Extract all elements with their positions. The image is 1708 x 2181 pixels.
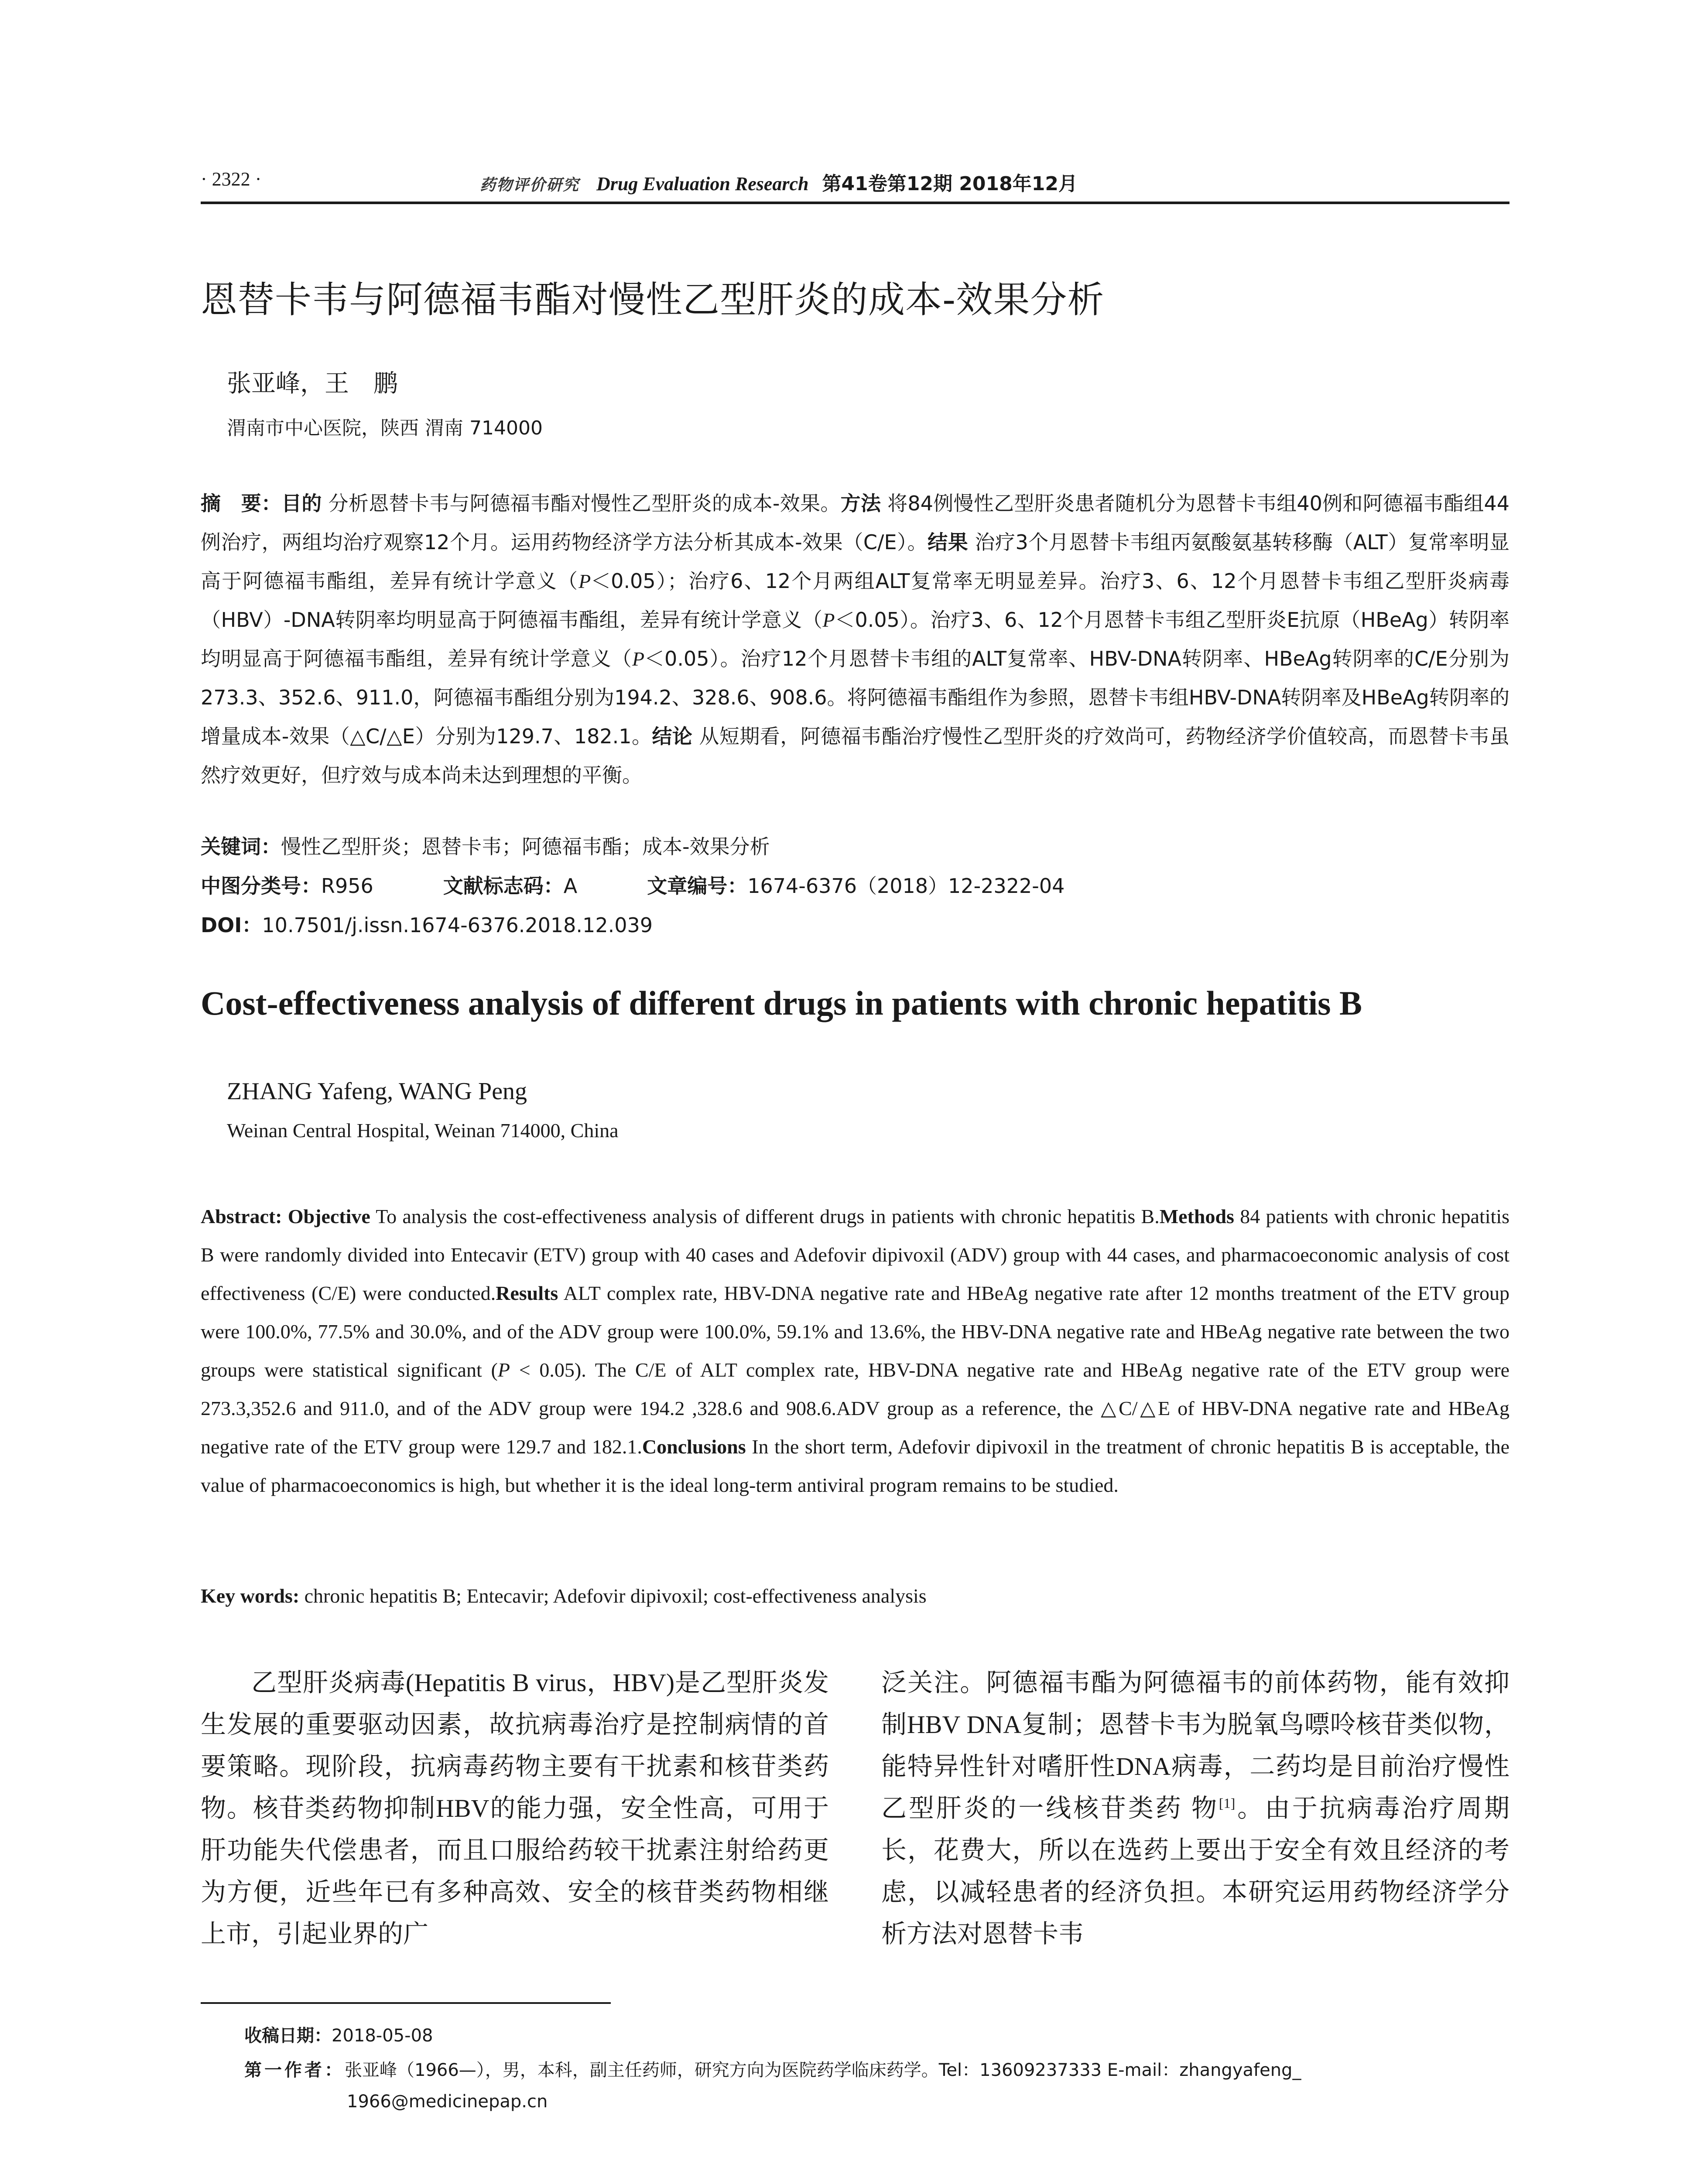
reference-marker[interactable]: [1] xyxy=(1219,1795,1236,1811)
objective-label-en: Objective xyxy=(288,1205,370,1227)
objective-text-en: To analysis the cost-effectiveness analysis of different drugs in patients with chronic hepatitis B. xyxy=(370,1205,1160,1227)
results-text-cn-4: ＜0.05）。治疗12个月恩替卡韦组的ALT复常率、HBV-DNA转阴率、HBeAg转阴率的C/E分别为273.3、352.6、911.0，阿德福韦酯组分别为194.2、328.6、908.6。将阿德福韦酯组作为参照，恩替卡韦组HBV-DNA转阴率及HBeAg转阴率的增量成本-效果（△C/△E）分别为129.7、182.1。 xyxy=(201,647,1510,748)
running-header xyxy=(201,168,1509,203)
received-label: 收稿日期： xyxy=(244,2026,332,2046)
results-text-cn-2: ＜0.05）；治疗6、12个月两组ALT复常率无明显差异。治疗3、6、12个月恩替卡韦组乙型肝炎病毒（HBV）-DNA转阴率均明显高于阿德福韦酯组，差异有统计学意义（ xyxy=(201,569,1510,632)
title-chinese: 恩替卡韦与阿德福韦酯对慢性乙型肝炎的成本-效果分析 xyxy=(201,278,1105,321)
affiliation-chinese: 渭南市中心医院，陕西 渭南 714000 xyxy=(227,417,543,439)
keywords-en-text: chronic hepatitis B; Entecavir; Adefovir dipivoxil; cost-effectiveness analysis xyxy=(299,1585,927,1607)
keywords-english xyxy=(201,1584,927,1607)
results-text-en-1: ALT complex rate, HBV-DNA negative rate and HBeAg negative rate after 12 months treatment of the ETV group were 100.0%, 77.5% and 30.0%, and of the ADV group were 100.0%, 59.1% and 13.6%, the HBV-DNA negative rate and HBeAg negative rate between the two groups were statistical significant ( xyxy=(201,1282,1509,1381)
keywords-en-label: Key words: xyxy=(201,1585,300,1607)
results-text-cn-1: 治疗3个月恩替卡韦组丙氨酸氨基转移酶（ALT）复常率明显高于阿德福韦酯组，差异有统计学意义（ xyxy=(201,530,1509,593)
methods-text-cn: 将84例慢性乙型肝炎患者随机分为恩替卡韦组40例和阿德福韦酯组44例治疗，两组均治疗观察12个月。运用药物经济学方法分析其成本-效果（C/E）。 xyxy=(201,492,1510,554)
footnote-rule xyxy=(201,2002,611,2004)
clc-label: 中图分类号： xyxy=(201,874,321,898)
results-label-en: Results xyxy=(496,1282,558,1304)
abstract-english xyxy=(201,1197,1509,1504)
abstract-en-label: Abstract: xyxy=(201,1205,282,1227)
methods-text-en: 84 patients with chronic hepatitis B were randomly divided into Entecavir (ETV) group with 40 cases and Adefovir dipivoxil (ADV) group with 44 cases, and pharmacoeconomic analysis of cost effectiveness (C/E) were conducted. xyxy=(201,1205,1509,1304)
abstract-cn-label: 摘 要： xyxy=(201,492,282,515)
results-text-en-2: < 0.05). The C/E of ALT complex rate, HBV-DNA negative rate and HBeAg negative rate of the ETV group were 273.3,352.6 and 911.0, and of the ADV group were 194.2 ,328.6 and 908.6.ADV group as a reference, the △C/△E of HBV-DNA negative rate and HBeAg negative rate of the ETV group were 129.7 and 182.1. xyxy=(201,1359,1509,1458)
first-author-text: 张亚峰（1966—），男，本科，副主任药师，研究方向为医院药学临床药学。Tel：13609237333 E-mail：zhangyafeng_ xyxy=(345,2060,1301,2080)
conclusions-text-en: In the short term, Adefovir dipivoxil in the treatment of chronic hepatitis B is acceptable, the value of pharmacoeconomics is high, but whether it is the ideal long-term antiviral program remains to be studied. xyxy=(201,1436,1510,1496)
classification-line xyxy=(201,870,1065,899)
methods-label-cn: 方法 xyxy=(840,492,881,515)
body-text: 。由于抗病毒治疗周期长，花费大，所以在选药上要出于安全有效且经济的考虑，以减轻患者的经济负担。本研究运用药物经济学分析方法对恩替卡韦 xyxy=(881,1794,1509,1948)
results-label-cn: 结果 xyxy=(928,530,969,554)
p-symbol: P xyxy=(497,1359,510,1381)
doc-code-label: 文献标志码： xyxy=(443,874,564,898)
received-date xyxy=(244,2022,433,2047)
p-symbol: P xyxy=(632,648,645,670)
body-paragraph: 乙型肝炎病毒(Hepatitis B virus，HBV)是乙型肝炎发生发展的重要驱动因素，故抗病毒治疗是控制病情的首要策略。现阶段，抗病毒药物主要有干扰素和核苷类药物。核苷类药物抑制HBV的能力强，安全性高，可用于肝功能失代偿患者，而且口服给药较干扰素注射给药更为方便，近些年已有多种高效、安全的核苷类药物相继上市，引起业界的广 xyxy=(201,1668,829,1948)
body-paragraph-continued xyxy=(881,1662,1509,1955)
conclusion-text-cn: 从短期看，阿德福韦酯治疗慢性乙型肝炎的疗效尚可，药物经济学价值较高，而恩替卡韦虽然疗效更好，但疗效与成本尚未达到理想的平衡。 xyxy=(201,725,1510,787)
conclusion-label-cn: 结论 xyxy=(652,725,693,748)
keywords-cn-text: 慢性乙型肝炎；恩替卡韦；阿德福韦酯；成本-效果分析 xyxy=(281,835,770,858)
methods-label-en: Methods xyxy=(1159,1205,1234,1227)
journal-name: Drug Evaluation Research xyxy=(596,173,809,195)
doi-label: DOI： xyxy=(201,913,262,937)
keywords-cn-label: 关键词： xyxy=(201,835,281,858)
doi-line xyxy=(201,909,653,938)
title-english: Cost-effectiveness analysis of different drugs in patients with chronic hepatitis B xyxy=(201,984,1362,1022)
affiliation-english: Weinan Central Hospital, Weinan 714000, China xyxy=(227,1119,619,1142)
authors-english: ZHANG Yafeng, WANG Peng xyxy=(227,1078,527,1105)
body-left-column xyxy=(201,1662,829,1955)
abstract-chinese xyxy=(201,484,1509,795)
journal-issue: 第41卷第12期 2018年12月 xyxy=(822,173,1078,195)
header-rule xyxy=(201,202,1509,204)
article-number-label: 文章编号： xyxy=(647,874,748,898)
body-right-column xyxy=(881,1662,1509,1955)
authors-chinese: 张亚峰，王 鹏 xyxy=(227,369,398,398)
objective-label-cn: 目的 xyxy=(281,492,322,515)
results-text-cn-3: ＜0.05）。治疗3、6、12个月恩替卡韦组乙型肝炎E抗原（HBeAg）转阴率均明显高于阿德福韦酯组，差异有统计学意义（ xyxy=(201,608,1509,670)
p-symbol: P xyxy=(822,609,835,631)
first-author-note xyxy=(244,2055,1509,2117)
first-author-label: 第一作者： xyxy=(244,2060,345,2080)
conclusions-label-en: Conclusions xyxy=(642,1436,746,1458)
article-number-value: 1674-6376（2018）12-2322-04 xyxy=(747,874,1065,898)
p-symbol: P xyxy=(578,570,591,592)
journal-line xyxy=(480,168,1078,196)
page-number: · 2322 · xyxy=(201,168,262,190)
keywords-chinese xyxy=(201,831,770,860)
clc-value: R956 xyxy=(321,874,373,898)
objective-text-cn: 分析恩替卡韦与阿德福韦酯对慢性乙型肝炎的成本-效果。 xyxy=(328,492,841,515)
first-author-email-cont: 1966@medicinepap.cn xyxy=(347,2092,548,2112)
journal-logo: 药物评价研究 xyxy=(480,176,580,194)
received-value: 2018-05-08 xyxy=(332,2026,433,2046)
body-text: 泛关注。阿德福韦酯为阿德福韦的前体药物，能有效抑制HBV DNA复制；恩替卡韦为脱氧鸟嘌呤核苷类似物，能特异性针对嗜肝性DNA病毒，二药均是目前治疗慢性乙型肝炎的一线核苷类药 物 xyxy=(881,1668,1509,1822)
doc-code-value: A xyxy=(563,874,578,898)
doi-value[interactable]: 10.7501/j.issn.1674-6376.2018.12.039 xyxy=(262,913,653,937)
